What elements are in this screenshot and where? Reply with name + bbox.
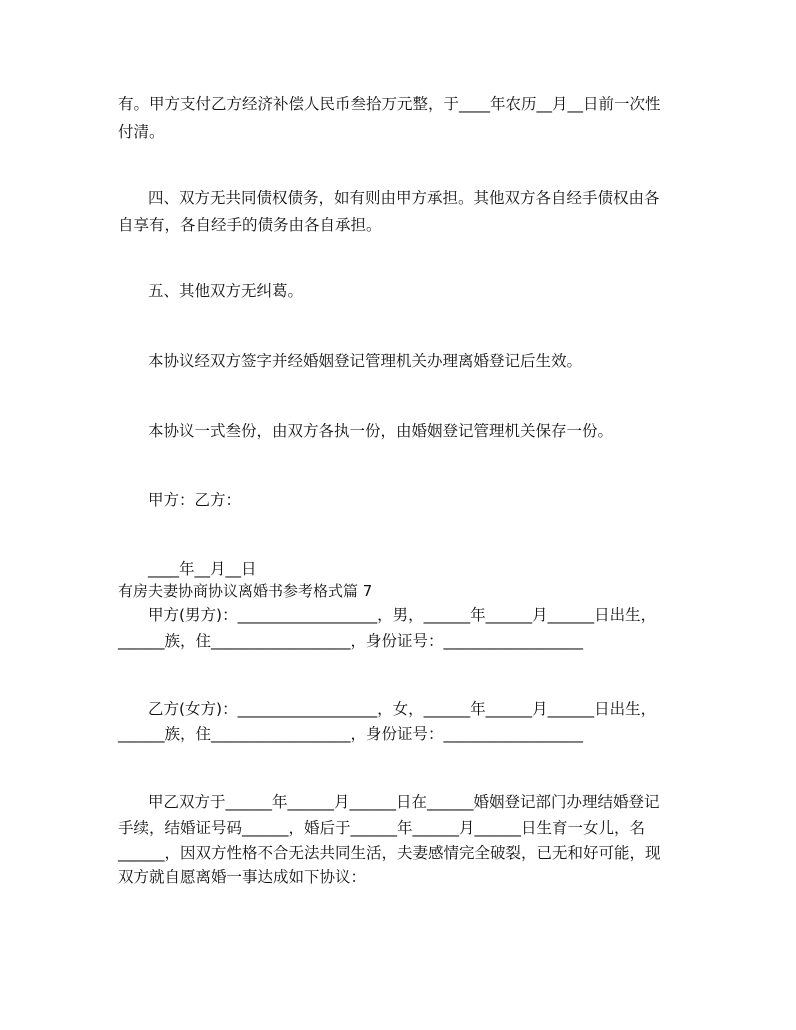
marriage-paragraph-line-3: ______，因双方性格不合无法共同生活，夫妻感情完全破裂，已无和好可能，现 — [118, 844, 661, 862]
date-line: ____年__月__日 — [148, 560, 257, 578]
party-a-line-1: 甲方(男方)：__________________，男，______年______月______日出生， — [148, 606, 657, 624]
marriage-paragraph-line-2: 手续，结婚证号码______，婚后于______年______月______日生育一女儿，名 — [118, 819, 646, 837]
party-b-line-2: ______族，住__________________，身份证号：__________________ — [118, 725, 584, 743]
section-title: 有房夫妻协商协议离婚书参考格式篇 7 — [118, 582, 373, 600]
party-a-line-2: ______族，住__________________，身份证号：__________________ — [118, 632, 584, 650]
paragraph-compensation-line-1: 有。甲方支付乙方经济补偿人民币叁拾万元整，于____年农历__月__日前一次性 — [118, 95, 661, 113]
paragraph-no-disputes: 五、其他双方无纠葛。 — [148, 282, 304, 300]
signature-line: 甲方：乙方： — [148, 491, 242, 509]
paragraph-debts-line-2: 自享有，各自经手的债务由各自承担。 — [118, 216, 382, 234]
paragraph-debts-line-1: 四、双方无共同债权债务，如有则由甲方承担。其他双方各自经手债权由各 — [148, 189, 660, 207]
party-b-line-1: 乙方(女方)：__________________，女，______年______月______日出生， — [148, 700, 657, 718]
marriage-paragraph-line-4: 双方就自愿离婚一事达成如下协议： — [118, 868, 367, 886]
paragraph-compensation-line-2: 付清。 — [118, 123, 165, 141]
paragraph-effective: 本协议经双方签字并经婚姻登记管理机关办理离婚登记后生效。 — [148, 352, 583, 370]
paragraph-copies: 本协议一式叁份，由双方各执一份，由婚姻登记管理机关保存一份。 — [148, 422, 614, 440]
marriage-paragraph-line-1: 甲乙双方于______年______月______日在______婚姻登记部门办理结婚登记 — [148, 793, 660, 811]
